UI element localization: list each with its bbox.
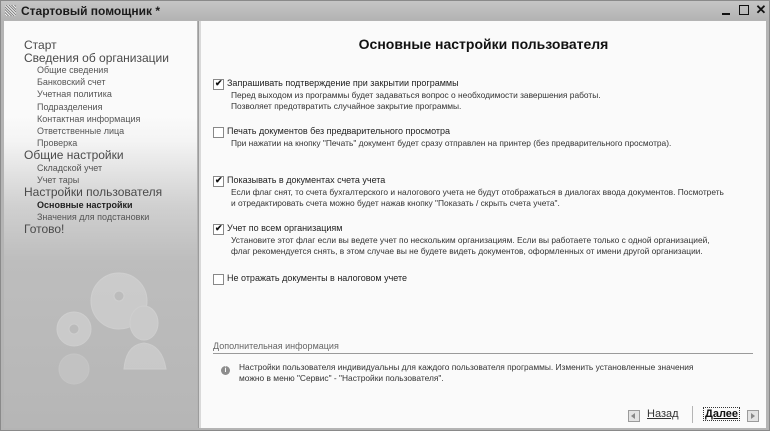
desc-line: и отредактировать счета можно будет нажав кнопку "Показать / скрыть счета учета". xyxy=(231,198,560,208)
print-without-preview-checkbox[interactable] xyxy=(213,127,224,138)
option-label[interactable]: Показывать в документах счета учета xyxy=(227,175,386,185)
back-arrow-icon[interactable] xyxy=(628,410,640,422)
additional-info-text xyxy=(239,362,693,384)
step-general-info[interactable]: Общие сведения xyxy=(37,65,109,75)
option-label[interactable]: Учет по всем организациям xyxy=(227,223,343,233)
step-org-info[interactable]: Сведения об организации xyxy=(24,50,169,65)
step-responsible-persons[interactable]: Ответственные лица xyxy=(37,126,125,137)
settings-panel xyxy=(201,21,766,428)
option-description xyxy=(231,138,671,149)
option-label[interactable]: Печать документов без предварительного просмотра xyxy=(227,126,451,136)
close-button[interactable] xyxy=(754,3,768,17)
checkmark-icon: ✔ xyxy=(215,175,223,185)
minimize-icon xyxy=(722,13,730,15)
maximize-button[interactable] xyxy=(737,3,751,17)
option-description xyxy=(231,90,601,112)
step-departments[interactable]: Подразделения xyxy=(37,101,103,112)
maximize-icon xyxy=(739,5,749,15)
additional-info-heading: Дополнительная информация xyxy=(213,341,339,351)
back-button[interactable]: Назад xyxy=(647,408,679,420)
step-bank-account[interactable]: Банковский счет xyxy=(37,77,106,88)
close-icon: ✕ xyxy=(755,2,767,17)
button-separator xyxy=(692,406,693,423)
step-default-values[interactable]: Значения для подстановки xyxy=(37,212,150,223)
user-body-icon xyxy=(124,343,166,369)
info-line: можно в меню "Сервис" - "Настройки пользователя". xyxy=(239,373,444,383)
step-contact-info[interactable]: Контактная информация xyxy=(37,113,141,124)
option-description xyxy=(231,235,710,257)
checkmark-icon: ✔ xyxy=(215,223,223,233)
gears-user-illustration xyxy=(44,251,204,411)
title-bar xyxy=(1,1,769,20)
option-description xyxy=(231,187,724,209)
minimize-button[interactable] xyxy=(719,3,733,17)
next-arrow-icon[interactable] xyxy=(747,410,759,422)
confirm-exit-checkbox[interactable] xyxy=(213,79,224,90)
additional-info-divider xyxy=(213,353,753,354)
checkmark-icon: ✔ xyxy=(215,78,223,88)
info-line: Настройки пользователя индивидуальны для каждого пользователя программы. Изменить установленные значения xyxy=(239,362,694,372)
next-button[interactable]: Далее xyxy=(705,408,739,420)
step-start[interactable]: Старт xyxy=(24,38,57,52)
desc-line: флаг рекомендуется снять, в этом случае вы не будете видеть документов, оформленных от имени другой организации. xyxy=(231,246,703,256)
step-user-settings[interactable]: Настройки пользователя xyxy=(24,185,163,200)
step-accounting-policy[interactable]: Учетная политика xyxy=(37,89,112,100)
steps-sidebar xyxy=(4,21,197,428)
no-tax-accounting-checkbox[interactable] xyxy=(213,274,224,285)
step-containers[interactable]: Учет тары xyxy=(37,175,80,186)
step-check[interactable]: Проверка xyxy=(37,138,78,149)
option-label[interactable]: Не отражать документы в налоговом учете xyxy=(227,273,408,283)
window-title: Стартовый помощник * xyxy=(21,4,161,18)
step-warehouse[interactable]: Складской учет xyxy=(37,162,103,173)
page-title: Основные настройки пользователя xyxy=(358,36,609,52)
desc-line: При нажатии на кнопку "Печать" документ будет сразу отправлен на принтер (без предварительного просмотра). xyxy=(231,138,672,148)
step-done[interactable]: Готово! xyxy=(24,222,65,237)
step-main-settings[interactable]: Основные настройки xyxy=(37,199,133,210)
desc-line: Если флаг снят, то счета бухгалтерского и налогового учета не будут отображаться в диалогах ввода документов. Посмотреть xyxy=(231,187,724,197)
user-head-icon xyxy=(130,306,158,340)
info-icon: i xyxy=(221,366,230,375)
option-label[interactable]: Запрашивать подтверждение при закрытии программы xyxy=(227,78,459,88)
desc-line: Установите этот флаг если вы ведете учет по нескольким организациям. Если вы работаете только с одной организацией, xyxy=(231,235,710,245)
desc-line: Позволяет предотвратить случайное закрытие программы. xyxy=(231,101,462,111)
steps-list xyxy=(24,39,169,236)
step-general-settings[interactable]: Общие настройки xyxy=(24,148,124,163)
show-accounts-checkbox[interactable] xyxy=(213,176,224,187)
desc-line: Перед выходом из программы будет задаваться вопрос о необходимости завершения работы. xyxy=(231,90,601,100)
all-organizations-checkbox[interactable] xyxy=(213,224,224,235)
app-icon xyxy=(5,5,16,16)
